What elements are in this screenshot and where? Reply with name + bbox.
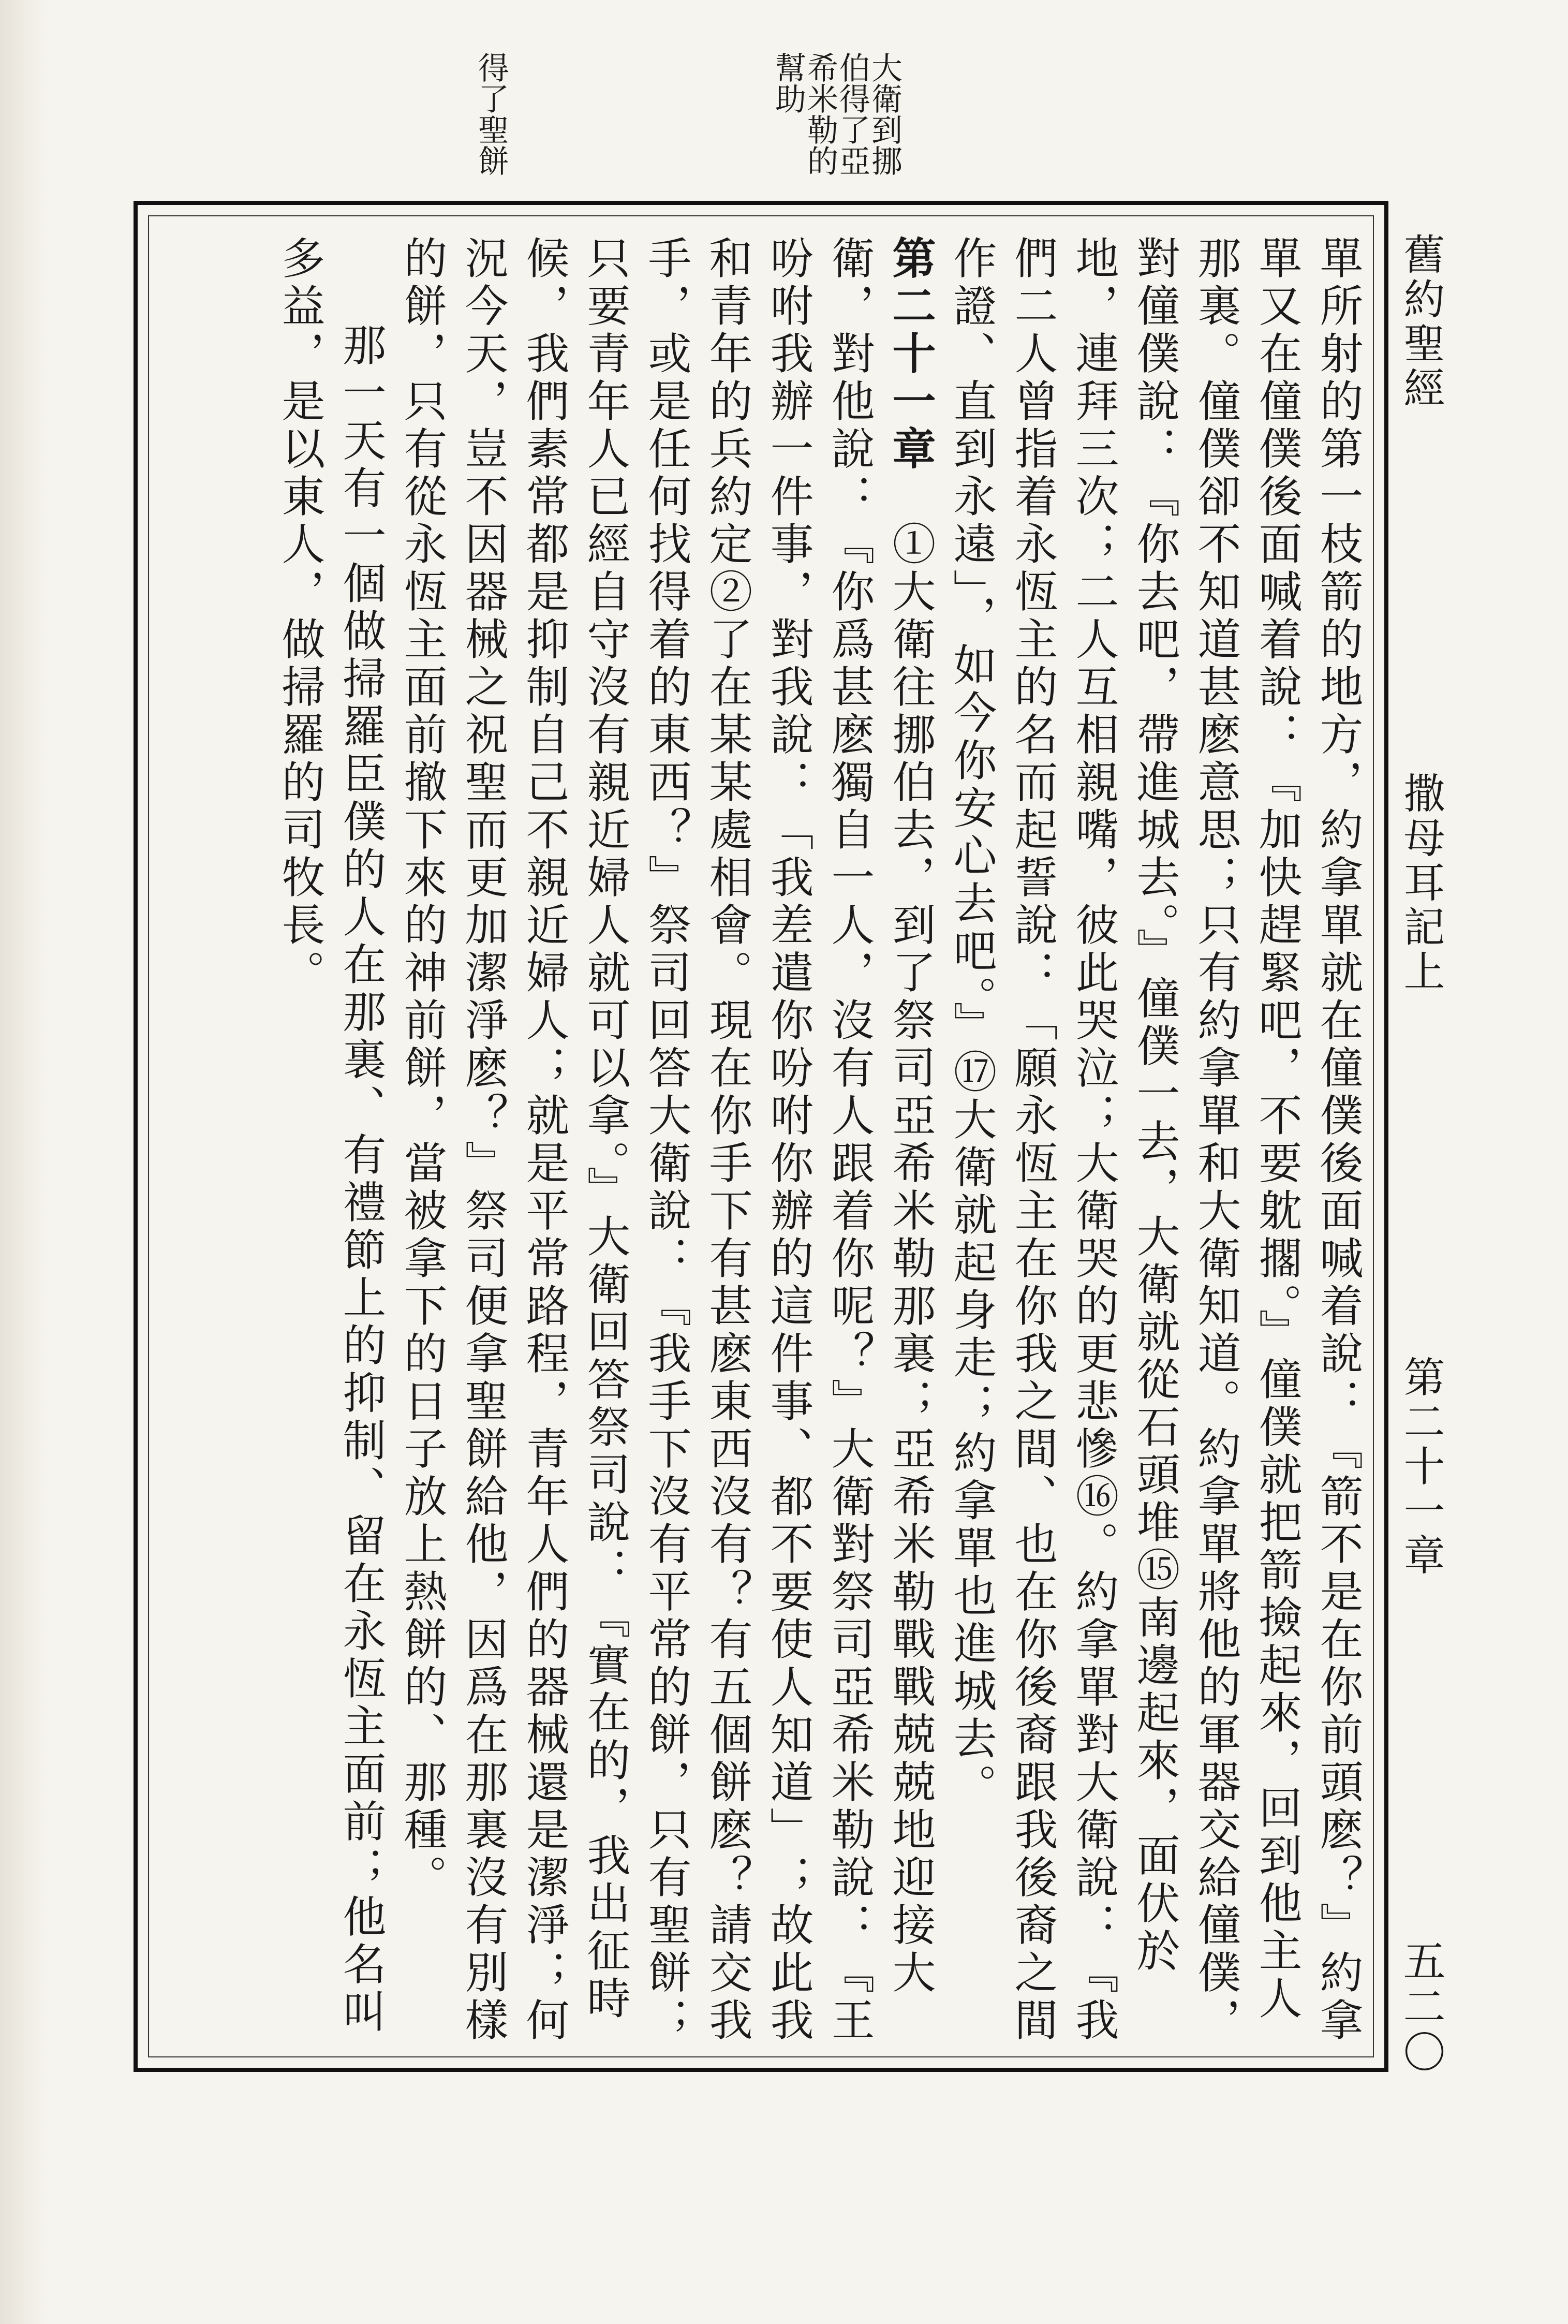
- book-name: 撒母耳記上: [1397, 772, 1445, 995]
- paragraph-1: 單所射的第一枝箭的地方，約拿單就在僮僕後面喊着說：『箭不是在你前頭麽？』約拿單又在僮僕後面喊着說：『加快趕緊吧，不要躭擱。』僮僕就把箭撿起來，回到他主人那裏。僮僕卻不知道甚麽意思；只有約拿單和大衛知道。約拿單將他的軍器交給僮僕，對僮僕說：『你去吧，帶進城去。』僮僕一去，大衛就從石頭堆⑮南邊起來，面伏於地，連拜三次；二人互相親嘴，彼此哭泣；大衛哭的更悲慘⑯。約拿單對大衛說：『我們二人曾指着永恆主的名而起誓說：「願永恆主在你我之間、也在你後裔跟我後裔之間作證、直到永遠」，如今你安心去吧。』⑰大衛就起身走；約拿單也進城去。: [946, 236, 1364, 2045]
- running-header: [1392, 233, 1449, 2076]
- page-edge-shadow: [0, 0, 47, 2324]
- chapter-heading: 第二十一章: [885, 236, 937, 474]
- sidenote-holy-bread: 得了聖餅: [473, 52, 509, 176]
- book-title: 舊約聖經: [1397, 233, 1445, 411]
- paragraph-2: ①大衛往挪伯去，到了祭司亞希米勒那裏；亞希米勒戰戰兢兢地迎接大衛，對他說：『你爲甚麽獨自一人，沒有人跟着你呢？』大衛對祭司亞希米勒說：『王吩咐我辦一件事，對我說：「我差遣你吩咐你辦的這件事、都不要使人知道」；故此我和青年的兵約定②了在某某處相會。現在你手下有甚麽東西沒有？有五個餅麽？請交我手，或是任何找得着的東西？』祭司回答大衛說：『我手下沒有平常的餅，只有聖餅；只要青年人已經自守沒有親近婦人就可以拿。』大衛回答祭司說：『實在的，我出征時候，我們素常都是抑制自己不親近婦人；就是平常路程，青年人們的器械還是潔淨；何況今天，豈不因器械之祝聖而更加潔淨麽？』祭司便拿聖餅給他，因爲在那裏沒有別樣的餅，只有從永恆主面前撤下來的神前餅，當被拿下的日子放上熱餅的、那種。: [397, 236, 936, 2045]
- paragraph-3: 那一天有一個做掃羅臣僕的人在那裏、有禮節上的抑制、留在永恆主面前；他名叫多益，是以東人，做掃羅的司牧長。: [275, 236, 387, 2037]
- main-text: [155, 236, 1369, 2047]
- page-number: 五二〇: [1396, 1938, 1445, 2076]
- chapter-block: [392, 236, 941, 2047]
- chapter-label: 第二十一章: [1397, 1355, 1445, 1578]
- sidenote-david-at-nob: 大衛到挪伯得了亞希米勒的幫助: [770, 52, 903, 176]
